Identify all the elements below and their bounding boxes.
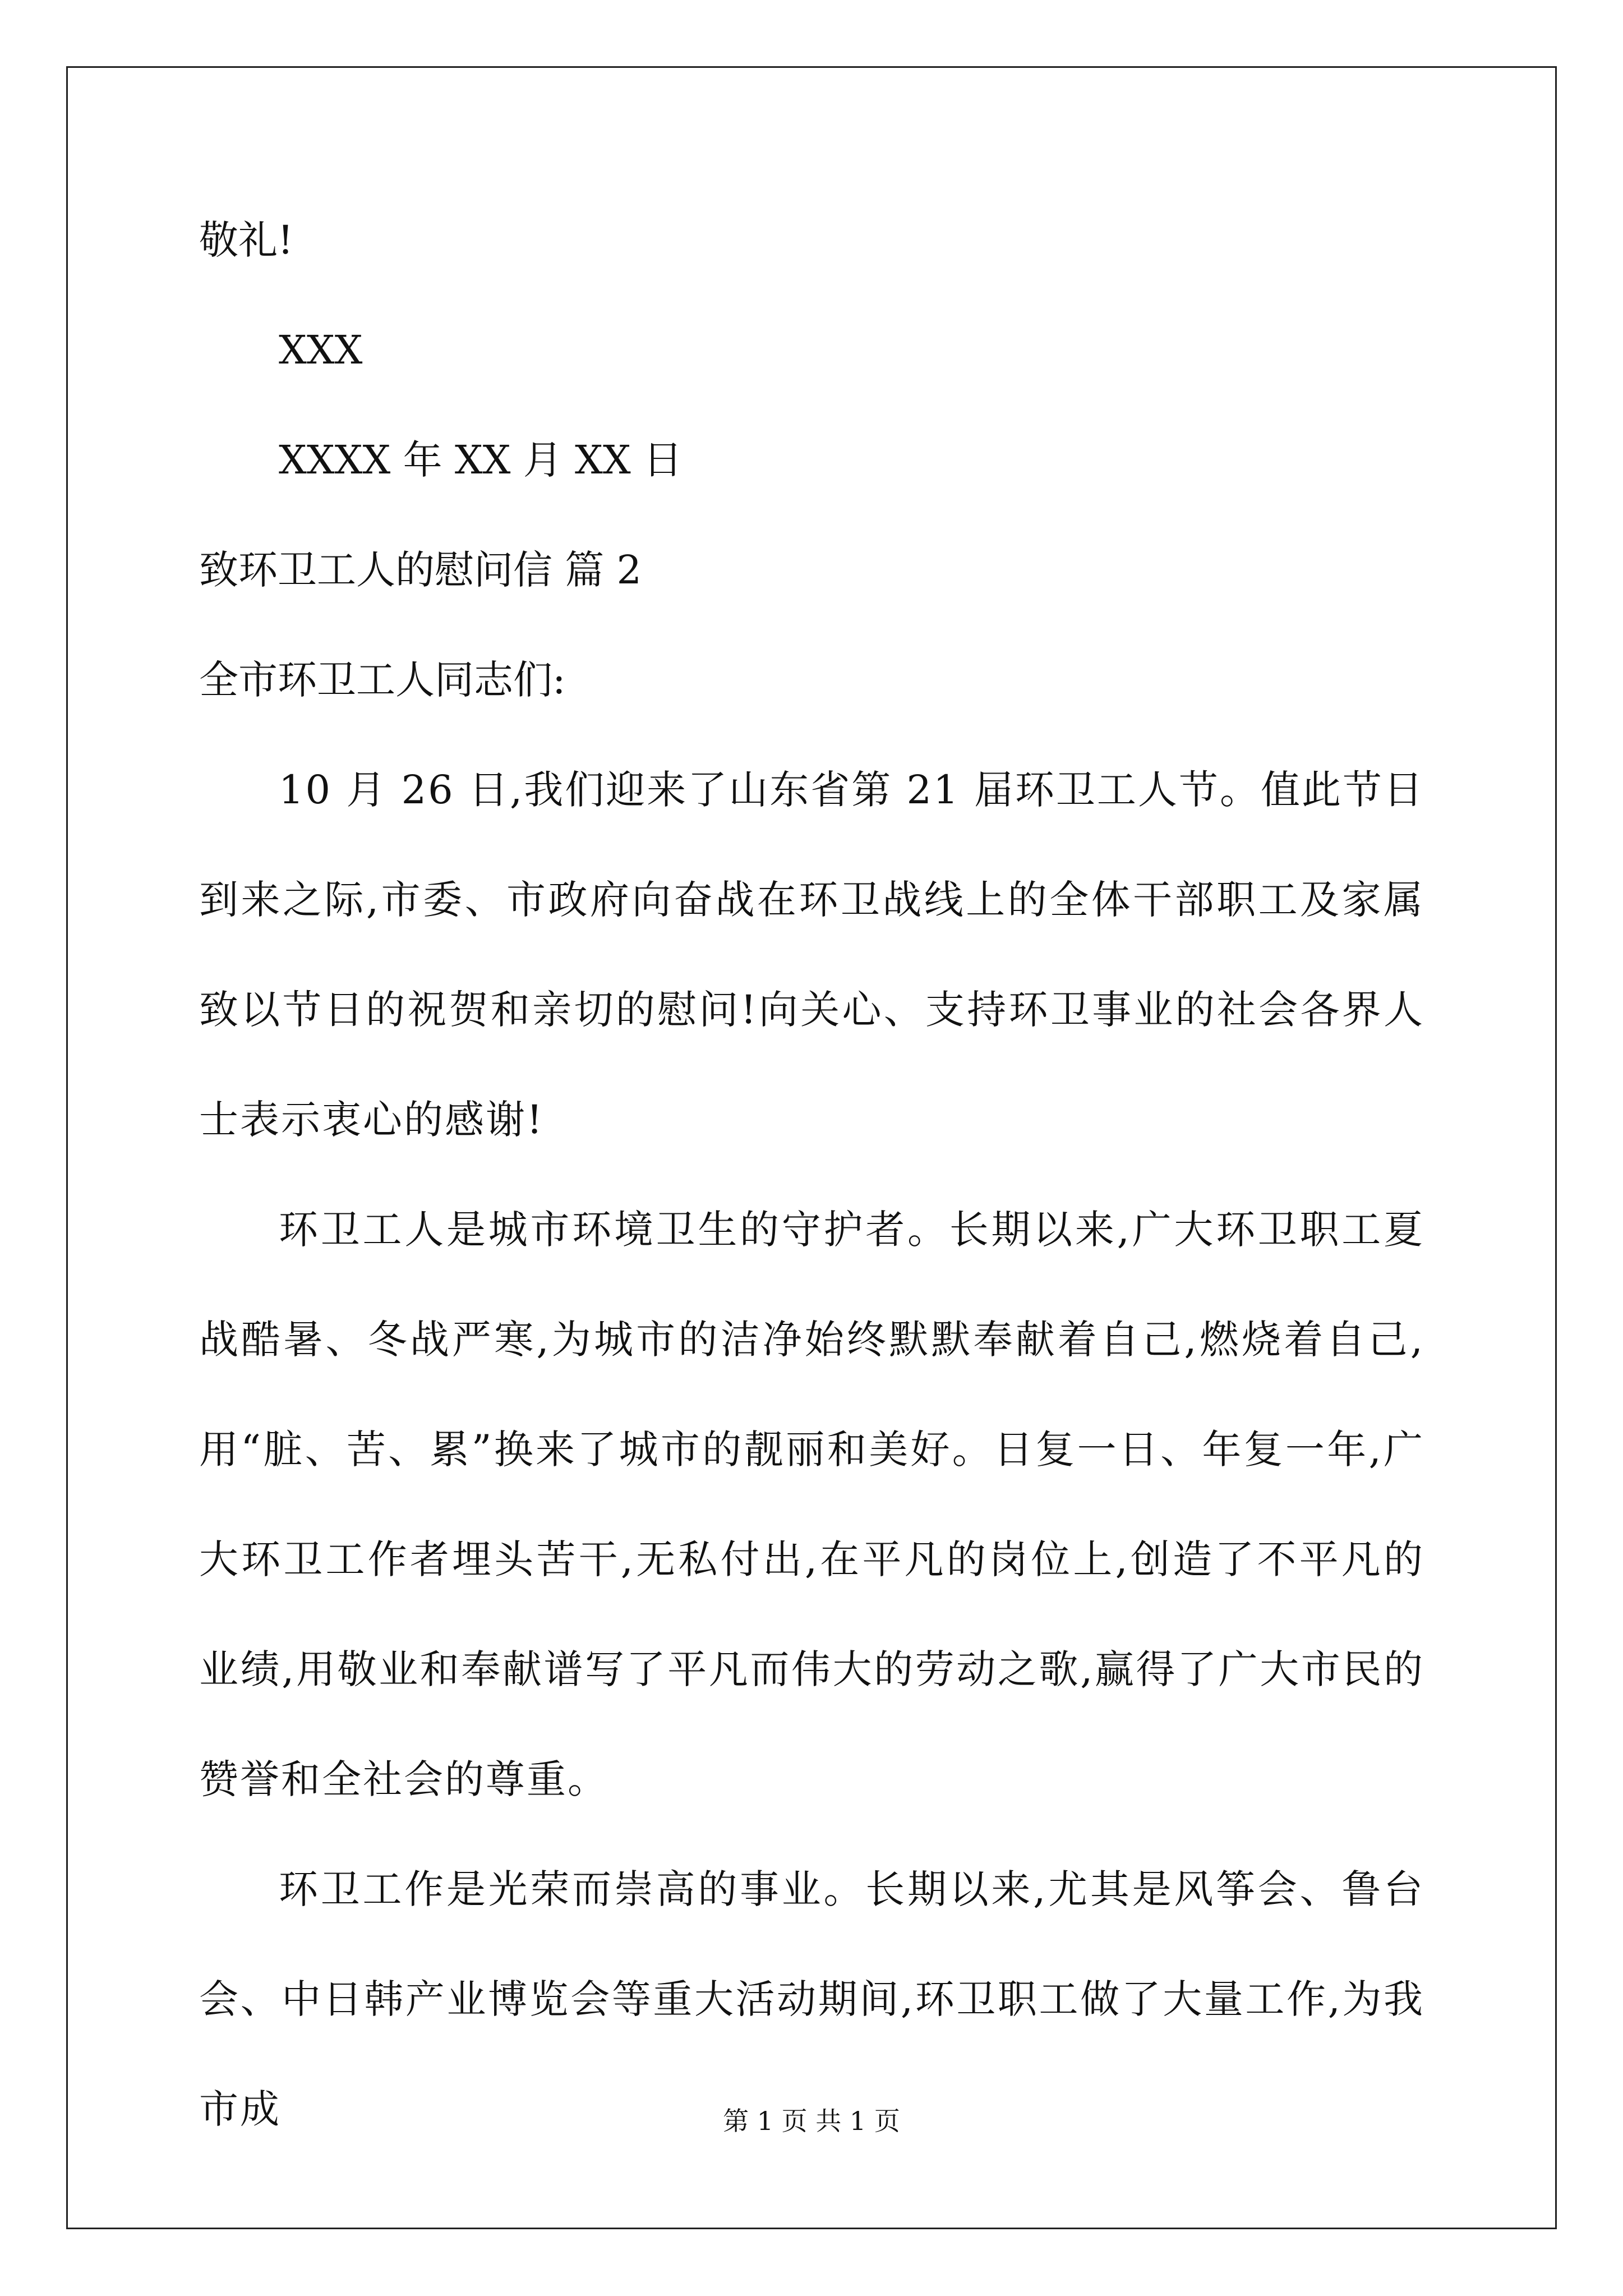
section-title-row	[199, 543, 1424, 597]
date-text: XXXX 年 XX 月 XX 日	[279, 437, 683, 483]
signature-row	[199, 323, 1424, 377]
paragraph-2: 环卫工人是城市环境卫生的守护者。长期以来,广大环卫职工夏战酷暑、冬战严寒,为城市的洁净始终默默奉献着自己,燃烧着自己,用“脏、苦、累”换来了城市的靓丽和美好。日复一日、年复一年,广大环卫工作者埋头苦干,无私付出,在平凡的岗位上,创造了不平凡的业绩,用敬业和奉献谱写了平凡而伟大的劳动之歌,赢得了广大市民的赞誉和全社会的尊重。	[199, 1207, 1424, 1802]
salutation-row	[199, 653, 1424, 707]
closing-row	[199, 213, 1424, 267]
page-footer: 第 1 页 共 1 页	[723, 2106, 900, 2136]
paragraph-1: 10 月 26 日,我们迎来了山东省第 21 届环卫工人节。值此节日到来之际,市委、市政府向奋战在环卫战线上的全体干部职工及家属致以节日的祝贺和亲切的慰问!向关心、支持环卫事业的社会各界人士表示衷心的感谢!	[199, 767, 1424, 1143]
signature-text: XXX	[279, 327, 363, 373]
section-title: 致环卫工人的慰问信 篇 2	[199, 547, 642, 593]
document-body	[199, 213, 1424, 2164]
closing-text: 敬礼!	[199, 217, 294, 263]
date-row	[199, 433, 1424, 487]
salutation-text: 全市环卫工人同志们:	[199, 657, 566, 703]
paragraph-3: 环卫工作是光荣而崇高的事业。长期以来,尤其是风筝会、鲁台会、中日韩产业博览会等重大活动期间,环卫职工做了大量工作,为我市成	[199, 1866, 1424, 2132]
